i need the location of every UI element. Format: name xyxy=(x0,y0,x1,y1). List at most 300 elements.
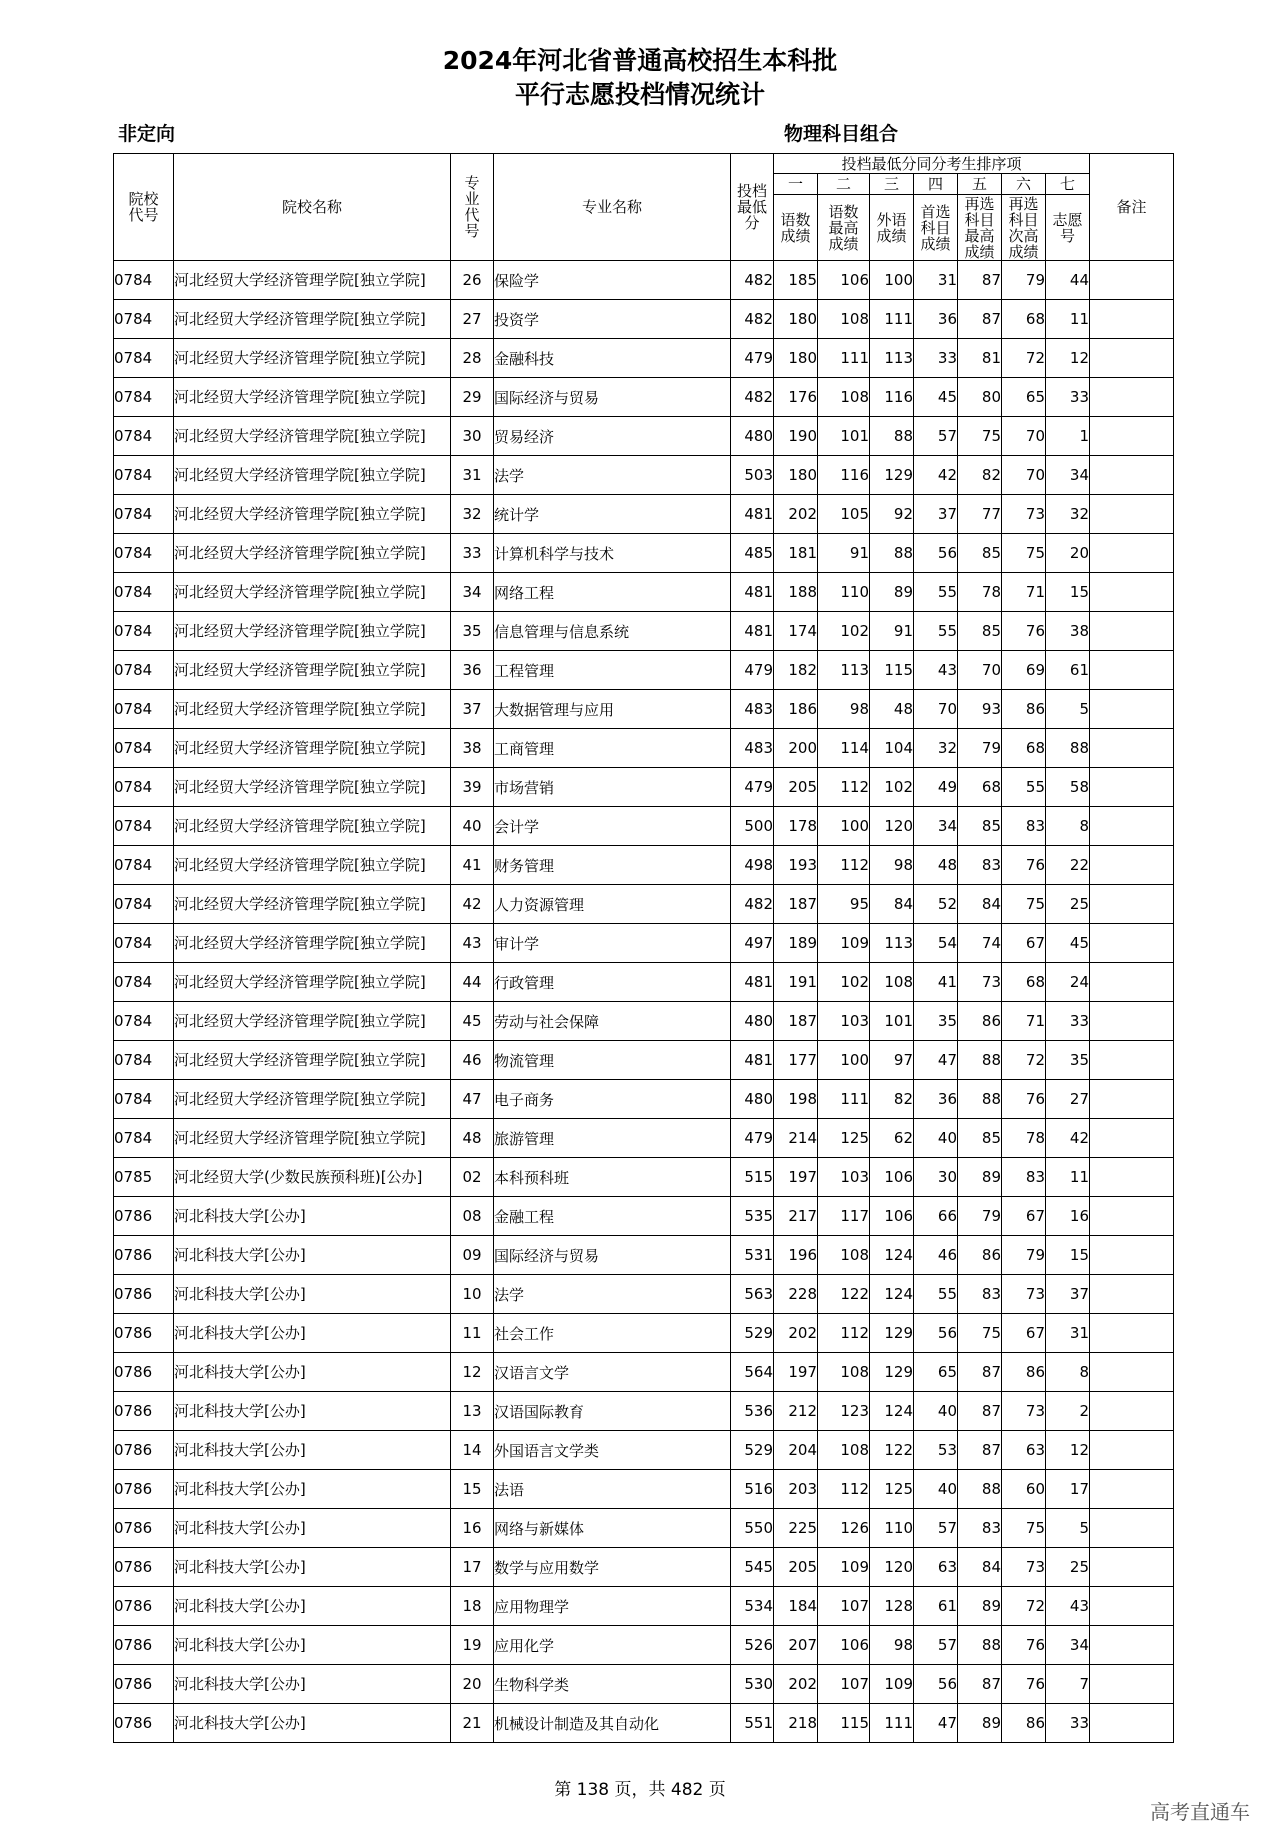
cell-rank-2: 107 xyxy=(818,1587,870,1626)
cell-rank-7: 22 xyxy=(1046,846,1090,885)
cell-remark xyxy=(1090,495,1174,534)
cell-rank-4: 56 xyxy=(914,1665,958,1704)
table-row xyxy=(114,612,1174,651)
cell-major-code: 32 xyxy=(451,495,494,534)
cell-major-name: 物流管理 xyxy=(494,1041,731,1080)
cell-school-name: 河北经贸大学经济管理学院[独立学院] xyxy=(174,612,451,651)
cell-remark xyxy=(1090,612,1174,651)
cell-rank-4: 56 xyxy=(914,534,958,573)
cell-school-code: 0784 xyxy=(114,417,174,456)
cell-remark xyxy=(1090,573,1174,612)
cell-rank-2: 107 xyxy=(818,1665,870,1704)
cell-major-code: 28 xyxy=(451,339,494,378)
cell-rank-3: 113 xyxy=(870,924,914,963)
cell-major-name: 机械设计制造及其自动化 xyxy=(494,1704,731,1743)
cell-remark xyxy=(1090,1548,1174,1587)
cell-rank-1: 225 xyxy=(774,1509,818,1548)
cell-rank-3: 100 xyxy=(870,261,914,300)
cell-rank-1: 203 xyxy=(774,1470,818,1509)
cell-rank-4: 40 xyxy=(914,1392,958,1431)
cell-rank-1: 197 xyxy=(774,1353,818,1392)
cell-rank-4: 33 xyxy=(914,339,958,378)
cell-school-code: 0786 xyxy=(114,1275,174,1314)
cell-major-code: 36 xyxy=(451,651,494,690)
cell-min-score: 563 xyxy=(731,1275,774,1314)
cell-rank-5: 82 xyxy=(958,456,1002,495)
cell-school-name: 河北科技大学[公办] xyxy=(174,1509,451,1548)
cell-rank-7: 35 xyxy=(1046,1041,1090,1080)
cell-rank-3: 124 xyxy=(870,1392,914,1431)
header-rank-item: 首选科目成绩 xyxy=(914,195,958,261)
cell-remark xyxy=(1090,807,1174,846)
cell-school-code: 0784 xyxy=(114,768,174,807)
cell-rank-2: 108 xyxy=(818,1353,870,1392)
cell-rank-7: 16 xyxy=(1046,1197,1090,1236)
cell-rank-6: 83 xyxy=(1002,1158,1046,1197)
cell-rank-3: 120 xyxy=(870,807,914,846)
cell-rank-5: 87 xyxy=(958,1431,1002,1470)
cell-rank-4: 66 xyxy=(914,1197,958,1236)
cell-min-score: 480 xyxy=(731,417,774,456)
cell-rank-6: 86 xyxy=(1002,1704,1046,1743)
cell-rank-1: 185 xyxy=(774,261,818,300)
table-row xyxy=(114,1665,1174,1704)
cell-rank-2: 95 xyxy=(818,885,870,924)
cell-rank-7: 25 xyxy=(1046,885,1090,924)
cell-rank-2: 101 xyxy=(818,417,870,456)
cell-school-name: 河北经贸大学经济管理学院[独立学院] xyxy=(174,963,451,1002)
cell-rank-4: 37 xyxy=(914,495,958,534)
cell-rank-6: 67 xyxy=(1002,1197,1046,1236)
cell-remark xyxy=(1090,378,1174,417)
cell-remark xyxy=(1090,1704,1174,1743)
cell-rank-6: 70 xyxy=(1002,417,1046,456)
cell-major-code: 12 xyxy=(451,1353,494,1392)
header-rank-num: 四 xyxy=(914,174,958,195)
cell-remark xyxy=(1090,417,1174,456)
cell-rank-6: 71 xyxy=(1002,1002,1046,1041)
cell-major-name: 法语 xyxy=(494,1470,731,1509)
cell-rank-7: 17 xyxy=(1046,1470,1090,1509)
cell-school-name: 河北经贸大学经济管理学院[独立学院] xyxy=(174,1041,451,1080)
cell-rank-5: 77 xyxy=(958,495,1002,534)
cell-min-score: 534 xyxy=(731,1587,774,1626)
header-major-code: 专业代号 xyxy=(451,154,494,261)
cell-rank-5: 87 xyxy=(958,1665,1002,1704)
table-row xyxy=(114,1041,1174,1080)
cell-rank-5: 87 xyxy=(958,300,1002,339)
cell-school-name: 河北经贸大学经济管理学院[独立学院] xyxy=(174,534,451,573)
cell-school-code: 0786 xyxy=(114,1587,174,1626)
cell-min-score: 483 xyxy=(731,690,774,729)
header-school-name: 院校名称 xyxy=(174,154,451,261)
cell-major-name: 审计学 xyxy=(494,924,731,963)
cell-rank-6: 71 xyxy=(1002,573,1046,612)
table-row xyxy=(114,651,1174,690)
table-row xyxy=(114,846,1174,885)
cell-rank-4: 32 xyxy=(914,729,958,768)
cell-rank-3: 89 xyxy=(870,573,914,612)
cell-rank-1: 177 xyxy=(774,1041,818,1080)
cell-rank-5: 87 xyxy=(958,1392,1002,1431)
cell-rank-3: 110 xyxy=(870,1509,914,1548)
table-row xyxy=(114,1509,1174,1548)
cell-major-name: 市场营销 xyxy=(494,768,731,807)
table-row xyxy=(114,1080,1174,1119)
table-row xyxy=(114,300,1174,339)
cell-major-name: 投资学 xyxy=(494,300,731,339)
cell-rank-7: 20 xyxy=(1046,534,1090,573)
cell-rank-7: 45 xyxy=(1046,924,1090,963)
cell-rank-6: 75 xyxy=(1002,1509,1046,1548)
cell-school-code: 0784 xyxy=(114,924,174,963)
cell-min-score: 536 xyxy=(731,1392,774,1431)
cell-major-code: 10 xyxy=(451,1275,494,1314)
cell-rank-4: 40 xyxy=(914,1119,958,1158)
cell-rank-7: 5 xyxy=(1046,1509,1090,1548)
cell-rank-5: 79 xyxy=(958,729,1002,768)
table-row xyxy=(114,1431,1174,1470)
cell-major-code: 35 xyxy=(451,612,494,651)
cell-rank-4: 45 xyxy=(914,378,958,417)
cell-major-name: 计算机科学与技术 xyxy=(494,534,731,573)
cell-major-code: 29 xyxy=(451,378,494,417)
cell-rank-2: 103 xyxy=(818,1158,870,1197)
cell-rank-5: 85 xyxy=(958,534,1002,573)
cell-school-name: 河北经贸大学经济管理学院[独立学院] xyxy=(174,573,451,612)
cell-rank-2: 108 xyxy=(818,1431,870,1470)
table-row xyxy=(114,885,1174,924)
cell-school-code: 0784 xyxy=(114,573,174,612)
cell-min-score: 516 xyxy=(731,1470,774,1509)
cell-rank-7: 58 xyxy=(1046,768,1090,807)
cell-school-code: 0786 xyxy=(114,1314,174,1353)
cell-rank-7: 44 xyxy=(1046,261,1090,300)
table-row xyxy=(114,1704,1174,1743)
cell-rank-7: 15 xyxy=(1046,573,1090,612)
cell-rank-1: 180 xyxy=(774,456,818,495)
table-row xyxy=(114,924,1174,963)
cell-rank-3: 88 xyxy=(870,417,914,456)
cell-remark xyxy=(1090,1470,1174,1509)
cell-rank-2: 105 xyxy=(818,495,870,534)
cell-rank-2: 106 xyxy=(818,1626,870,1665)
cell-rank-5: 79 xyxy=(958,1197,1002,1236)
cell-rank-2: 113 xyxy=(818,651,870,690)
cell-remark xyxy=(1090,1080,1174,1119)
cell-school-name: 河北经贸大学经济管理学院[独立学院] xyxy=(174,495,451,534)
table-row xyxy=(114,1314,1174,1353)
cell-school-name: 河北经贸大学经济管理学院[独立学院] xyxy=(174,339,451,378)
cell-rank-7: 31 xyxy=(1046,1314,1090,1353)
cell-rank-1: 214 xyxy=(774,1119,818,1158)
cell-rank-2: 102 xyxy=(818,612,870,651)
table-row xyxy=(114,1353,1174,1392)
cell-remark xyxy=(1090,1119,1174,1158)
cell-rank-5: 86 xyxy=(958,1236,1002,1275)
cell-min-score: 526 xyxy=(731,1626,774,1665)
cell-rank-3: 128 xyxy=(870,1587,914,1626)
cell-school-name: 河北经贸大学经济管理学院[独立学院] xyxy=(174,261,451,300)
cell-rank-5: 93 xyxy=(958,690,1002,729)
cell-min-score: 529 xyxy=(731,1431,774,1470)
cell-remark xyxy=(1090,729,1174,768)
cell-rank-5: 86 xyxy=(958,1002,1002,1041)
cell-rank-4: 63 xyxy=(914,1548,958,1587)
cell-major-code: 16 xyxy=(451,1509,494,1548)
cell-rank-3: 91 xyxy=(870,612,914,651)
cell-school-name: 河北经贸大学经济管理学院[独立学院] xyxy=(174,924,451,963)
cell-min-score: 481 xyxy=(731,495,774,534)
cell-school-name: 河北经贸大学经济管理学院[独立学院] xyxy=(174,885,451,924)
table-row xyxy=(114,1275,1174,1314)
cell-rank-4: 57 xyxy=(914,1509,958,1548)
watermark: 高考直通车 xyxy=(1150,1800,1250,1824)
cell-rank-1: 217 xyxy=(774,1197,818,1236)
cell-rank-6: 83 xyxy=(1002,807,1046,846)
cell-major-name: 人力资源管理 xyxy=(494,885,731,924)
cell-rank-3: 106 xyxy=(870,1158,914,1197)
cell-rank-1: 228 xyxy=(774,1275,818,1314)
cell-rank-1: 207 xyxy=(774,1626,818,1665)
cell-school-code: 0784 xyxy=(114,339,174,378)
cell-school-name: 河北经贸大学经济管理学院[独立学院] xyxy=(174,456,451,495)
cell-remark xyxy=(1090,924,1174,963)
cell-school-code: 0784 xyxy=(114,1080,174,1119)
cell-rank-7: 25 xyxy=(1046,1548,1090,1587)
cell-remark xyxy=(1090,300,1174,339)
header-rank-num: 二 xyxy=(818,174,870,195)
cell-major-name: 保险学 xyxy=(494,261,731,300)
cell-rank-6: 72 xyxy=(1002,1587,1046,1626)
cell-remark xyxy=(1090,768,1174,807)
cell-school-name: 河北经贸大学经济管理学院[独立学院] xyxy=(174,417,451,456)
table-row xyxy=(114,1626,1174,1665)
cell-remark xyxy=(1090,1509,1174,1548)
cell-rank-1: 205 xyxy=(774,1548,818,1587)
cell-rank-2: 123 xyxy=(818,1392,870,1431)
cell-rank-4: 36 xyxy=(914,1080,958,1119)
cell-rank-5: 73 xyxy=(958,963,1002,1002)
cell-min-score: 481 xyxy=(731,963,774,1002)
cell-rank-4: 43 xyxy=(914,651,958,690)
cell-school-code: 0786 xyxy=(114,1470,174,1509)
cell-rank-5: 88 xyxy=(958,1470,1002,1509)
cell-major-code: 19 xyxy=(451,1626,494,1665)
cell-rank-5: 85 xyxy=(958,1119,1002,1158)
header-rank-item: 再选科目最高成绩 xyxy=(958,195,1002,261)
cell-major-code: 48 xyxy=(451,1119,494,1158)
cell-rank-5: 89 xyxy=(958,1704,1002,1743)
cell-min-score: 550 xyxy=(731,1509,774,1548)
header-rank-num: 七 xyxy=(1046,174,1090,195)
cell-rank-7: 1 xyxy=(1046,417,1090,456)
cell-rank-6: 63 xyxy=(1002,1431,1046,1470)
cell-rank-4: 49 xyxy=(914,768,958,807)
cell-rank-7: 24 xyxy=(1046,963,1090,1002)
cell-rank-6: 73 xyxy=(1002,1392,1046,1431)
cell-rank-4: 40 xyxy=(914,1470,958,1509)
cell-rank-4: 70 xyxy=(914,690,958,729)
cell-remark xyxy=(1090,1002,1174,1041)
cell-rank-7: 27 xyxy=(1046,1080,1090,1119)
cell-major-code: 37 xyxy=(451,690,494,729)
cell-rank-1: 205 xyxy=(774,768,818,807)
cell-remark xyxy=(1090,1665,1174,1704)
cell-major-name: 法学 xyxy=(494,1275,731,1314)
cell-rank-1: 218 xyxy=(774,1704,818,1743)
cell-min-score: 503 xyxy=(731,456,774,495)
cell-rank-7: 12 xyxy=(1046,339,1090,378)
cell-rank-5: 81 xyxy=(958,339,1002,378)
cell-school-code: 0784 xyxy=(114,651,174,690)
table-row xyxy=(114,456,1174,495)
header-ranking-group: 投档最低分同分考生排序项 xyxy=(774,154,1090,174)
cell-rank-1: 197 xyxy=(774,1158,818,1197)
cell-rank-7: 34 xyxy=(1046,1626,1090,1665)
cell-school-code: 0784 xyxy=(114,495,174,534)
cell-rank-2: 112 xyxy=(818,1314,870,1353)
cell-major-name: 信息管理与信息系统 xyxy=(494,612,731,651)
cell-school-code: 0786 xyxy=(114,1548,174,1587)
cell-rank-3: 116 xyxy=(870,378,914,417)
cell-major-name: 劳动与社会保障 xyxy=(494,1002,731,1041)
cell-rank-1: 184 xyxy=(774,1587,818,1626)
cell-rank-5: 75 xyxy=(958,1314,1002,1353)
cell-rank-3: 98 xyxy=(870,846,914,885)
cell-rank-2: 102 xyxy=(818,963,870,1002)
cell-rank-2: 91 xyxy=(818,534,870,573)
header-min-score: 投档最低分 xyxy=(731,154,774,261)
cell-rank-3: 124 xyxy=(870,1275,914,1314)
cell-rank-3: 102 xyxy=(870,768,914,807)
cell-rank-5: 78 xyxy=(958,573,1002,612)
cell-major-name: 国际经济与贸易 xyxy=(494,1236,731,1275)
cell-school-code: 0786 xyxy=(114,1353,174,1392)
subject-group-label: 物理科目组合 xyxy=(784,123,899,145)
table-row xyxy=(114,378,1174,417)
cell-major-name: 工程管理 xyxy=(494,651,731,690)
cell-rank-5: 84 xyxy=(958,1548,1002,1587)
cell-rank-5: 88 xyxy=(958,1626,1002,1665)
cell-major-code: 39 xyxy=(451,768,494,807)
cell-rank-3: 109 xyxy=(870,1665,914,1704)
cell-major-name: 社会工作 xyxy=(494,1314,731,1353)
cell-school-name: 河北科技大学[公办] xyxy=(174,1548,451,1587)
cell-rank-7: 8 xyxy=(1046,1353,1090,1392)
table-row xyxy=(114,261,1174,300)
cell-remark xyxy=(1090,534,1174,573)
table-row xyxy=(114,495,1174,534)
cell-major-code: 45 xyxy=(451,1002,494,1041)
cell-rank-6: 73 xyxy=(1002,495,1046,534)
cell-rank-4: 55 xyxy=(914,573,958,612)
cell-school-name: 河北经贸大学经济管理学院[独立学院] xyxy=(174,846,451,885)
header-school-code: 院校代号 xyxy=(114,154,174,261)
cell-rank-6: 78 xyxy=(1002,1119,1046,1158)
cell-major-code: 02 xyxy=(451,1158,494,1197)
cell-rank-3: 106 xyxy=(870,1197,914,1236)
cell-rank-5: 89 xyxy=(958,1158,1002,1197)
table-row xyxy=(114,1392,1174,1431)
cell-min-score: 479 xyxy=(731,339,774,378)
table-row xyxy=(114,807,1174,846)
cell-rank-7: 15 xyxy=(1046,1236,1090,1275)
cell-min-score: 500 xyxy=(731,807,774,846)
cell-school-name: 河北经贸大学经济管理学院[独立学院] xyxy=(174,807,451,846)
cell-rank-6: 60 xyxy=(1002,1470,1046,1509)
cell-rank-3: 108 xyxy=(870,963,914,1002)
cell-major-code: 11 xyxy=(451,1314,494,1353)
cell-school-name: 河北经贸大学经济管理学院[独立学院] xyxy=(174,1119,451,1158)
cell-rank-6: 73 xyxy=(1002,1548,1046,1587)
cell-school-code: 0784 xyxy=(114,261,174,300)
cell-rank-3: 124 xyxy=(870,1236,914,1275)
cell-major-name: 应用化学 xyxy=(494,1626,731,1665)
cell-major-name: 旅游管理 xyxy=(494,1119,731,1158)
page-number: 第 138 页，共 482 页 xyxy=(554,1780,726,1800)
cell-min-score: 481 xyxy=(731,573,774,612)
cell-rank-5: 75 xyxy=(958,417,1002,456)
header-rank-item: 再选科目次高成绩 xyxy=(1002,195,1046,261)
cell-school-name: 河北科技大学[公办] xyxy=(174,1431,451,1470)
cell-school-name: 河北科技大学[公办] xyxy=(174,1470,451,1509)
cell-min-score: 535 xyxy=(731,1197,774,1236)
table-row xyxy=(114,1197,1174,1236)
cell-rank-5: 68 xyxy=(958,768,1002,807)
cell-rank-5: 74 xyxy=(958,924,1002,963)
cell-rank-2: 115 xyxy=(818,1704,870,1743)
cell-rank-3: 111 xyxy=(870,1704,914,1743)
table-row xyxy=(114,1470,1174,1509)
cell-rank-1: 187 xyxy=(774,1002,818,1041)
cell-rank-2: 116 xyxy=(818,456,870,495)
table-row xyxy=(114,1587,1174,1626)
cell-major-name: 电子商务 xyxy=(494,1080,731,1119)
cell-major-code: 33 xyxy=(451,534,494,573)
cell-school-name: 河北经贸大学经济管理学院[独立学院] xyxy=(174,690,451,729)
cell-remark xyxy=(1090,885,1174,924)
table-row xyxy=(114,1002,1174,1041)
cell-rank-3: 48 xyxy=(870,690,914,729)
cell-rank-3: 115 xyxy=(870,651,914,690)
cell-rank-7: 2 xyxy=(1046,1392,1090,1431)
cell-min-score: 480 xyxy=(731,1080,774,1119)
cell-rank-4: 31 xyxy=(914,261,958,300)
cell-rank-4: 30 xyxy=(914,1158,958,1197)
cell-remark xyxy=(1090,1275,1174,1314)
cell-school-name: 河北经贸大学经济管理学院[独立学院] xyxy=(174,378,451,417)
cell-rank-2: 110 xyxy=(818,573,870,612)
cell-rank-2: 109 xyxy=(818,1548,870,1587)
cell-rank-5: 87 xyxy=(958,261,1002,300)
cell-rank-2: 117 xyxy=(818,1197,870,1236)
cell-rank-2: 100 xyxy=(818,1041,870,1080)
cell-major-code: 38 xyxy=(451,729,494,768)
cell-school-name: 河北经贸大学经济管理学院[独立学院] xyxy=(174,300,451,339)
table-row xyxy=(114,729,1174,768)
header-rank-num: 一 xyxy=(774,174,818,195)
cell-major-name: 汉语国际教育 xyxy=(494,1392,731,1431)
cell-rank-6: 65 xyxy=(1002,378,1046,417)
cell-major-code: 21 xyxy=(451,1704,494,1743)
cell-remark xyxy=(1090,456,1174,495)
cell-rank-1: 202 xyxy=(774,495,818,534)
cell-school-code: 0784 xyxy=(114,807,174,846)
cell-major-name: 工商管理 xyxy=(494,729,731,768)
cell-school-name: 河北科技大学[公办] xyxy=(174,1704,451,1743)
cell-rank-1: 180 xyxy=(774,300,818,339)
